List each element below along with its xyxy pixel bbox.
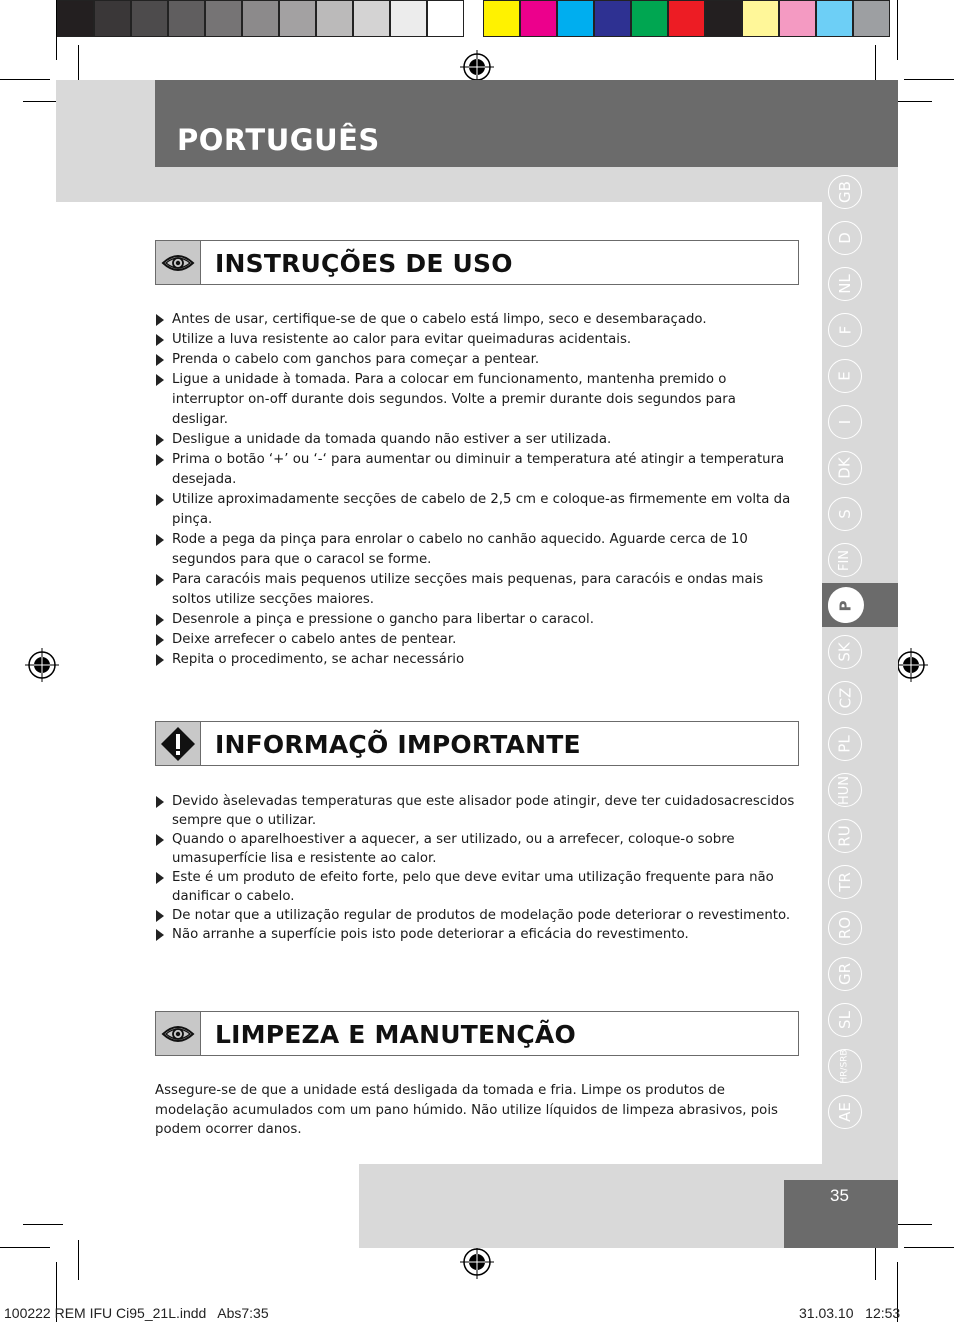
gray-swatch (316, 0, 353, 37)
gray-swatch (205, 0, 242, 37)
gray-swatch (168, 0, 205, 37)
crop-mark (904, 79, 954, 80)
language-tab-label: FIN (837, 549, 853, 571)
crop-mark (0, 1247, 50, 1248)
list-item: Ligue a unidade à tomada. Para a colocar em funcionamento, mantenha premido o interruptor on-off durante dois segundos. Volte a premir durante dois segundos para desligar. (155, 370, 795, 430)
list-item: Utilize a luva resistente ao calor para evitar queimaduras acidentais. (155, 330, 795, 350)
language-tab-label: P (836, 600, 854, 612)
eye-icon (156, 1012, 201, 1055)
language-tab-d[interactable] (828, 221, 862, 255)
language-tab-gb[interactable] (828, 175, 862, 209)
section-title-important: INFORMAÇÕ IMPORTANTE (215, 730, 581, 759)
list-item: De notar que a utilização regular de produtos de modelação pode deteriorar o revestimento. (155, 906, 795, 925)
language-tab-label: HR/SRB (839, 1048, 850, 1084)
cmyk-swatch (742, 0, 779, 37)
grayscale-color-bar (57, 0, 464, 38)
section-title-usage: INSTRUÇÕES DE USO (215, 249, 513, 278)
language-tab-sk[interactable] (828, 635, 862, 669)
language-tab-label: F (835, 325, 854, 335)
cmyk-swatch (483, 0, 520, 37)
language-tab-tr[interactable] (828, 865, 862, 899)
important-info-list (155, 792, 795, 944)
language-tab-f[interactable] (828, 313, 862, 347)
warning-icon (156, 722, 201, 765)
cmyk-swatch (557, 0, 594, 37)
crop-mark (78, 1240, 79, 1280)
list-item: Devido àselevadas temperaturas que este alisador pode atingir, deve ter cuidadosacrescidos sempre que o utilizar. (155, 792, 795, 830)
language-tab-p[interactable] (828, 589, 862, 623)
language-tab-label: HUN (837, 775, 853, 805)
gray-swatch (390, 0, 427, 37)
language-tab-label: CZ (836, 687, 854, 709)
language-tab-ro[interactable] (828, 911, 862, 945)
header-gray-strip (56, 166, 898, 202)
cmyk-swatch (779, 0, 816, 37)
list-item: Para caracóis mais pequenos utilize secções mais pequenas, para caracóis e ondas mais soltos utilize secções maiores. (155, 570, 795, 610)
language-tab-label: TR (836, 872, 854, 892)
language-tab-label: AE (836, 1102, 854, 1122)
crop-mark (897, 0, 898, 60)
language-tab-hun[interactable] (828, 773, 862, 807)
list-item: Não arranhe a superfície pois isto pode deteriorar a eficácia do revestimento. (155, 925, 795, 944)
list-item: Rode a pega da pinça para enrolar o cabelo no canhão aquecido. Aguarde cerca de 10 segundos para que o caracol se forme. (155, 530, 795, 570)
crop-mark (78, 45, 79, 85)
date-slug: 31.03.10 12:53 (799, 1305, 901, 1321)
language-tab-cz[interactable] (828, 681, 862, 715)
page-number: 35 (830, 1186, 849, 1205)
registration-mark-icon (460, 50, 494, 84)
crop-mark (0, 79, 50, 80)
gray-swatch (94, 0, 131, 37)
language-tab-label: NL (835, 274, 854, 294)
section-header-important (155, 721, 799, 766)
language-tab-label: DK (835, 457, 854, 479)
language-tab-i[interactable] (828, 405, 862, 439)
eye-icon (156, 241, 201, 284)
list-item: Este é um produto de efeito forte, pelo que deve evitar uma utilização frequente para não danificar o cabelo. (155, 868, 795, 906)
language-tab-dk[interactable] (828, 451, 862, 485)
crop-mark (23, 1224, 63, 1225)
list-item: Desenrole a pinça e pressione o gancho para libertar o caracol. (155, 610, 795, 630)
crop-mark (904, 1247, 954, 1248)
list-item: Utilize aproximadamente secções de cabelo de 2,5 cm e coloque-as firmemente em volta da pinça. (155, 490, 795, 530)
language-tab-label: I (836, 419, 854, 425)
language-tab-label: RU (836, 825, 854, 847)
list-item: Prenda o cabelo com ganchos para começar a pentear. (155, 350, 795, 370)
language-tab-label: RO (835, 916, 854, 940)
cmyk-swatch (631, 0, 668, 37)
registration-mark-icon (894, 648, 928, 682)
list-item: Repita o procedimento, se achar necessário (155, 650, 795, 670)
language-tab-label: D (836, 232, 854, 244)
file-slug: 100222 REM IFU Ci95_21L.indd Abs7:35 (4, 1305, 269, 1321)
list-item: Desligue a unidade da tomada quando não estiver a ser utilizada. (155, 430, 795, 450)
language-tab-ru[interactable] (828, 819, 862, 853)
language-banner (155, 80, 898, 167)
language-tab-s[interactable] (828, 497, 862, 531)
language-tab-sl[interactable] (828, 1003, 862, 1037)
cmyk-swatch (520, 0, 557, 37)
cleaning-paragraph: Assegure-se de que a unidade está desligada da tomada e fria. Limpe os produtos de modelação acumulados com um pano húmido. Não utilize líquidos de limpeza abrasivos, pois podem ocorrer danos. (155, 1083, 778, 1137)
gray-swatch (427, 0, 464, 37)
language-tab-gr[interactable] (828, 957, 862, 991)
cmyk-swatch (594, 0, 631, 37)
language-tab-hr-srb[interactable] (828, 1049, 862, 1083)
gray-swatch (57, 0, 94, 37)
cmyk-swatch (816, 0, 853, 37)
gray-swatch (242, 0, 279, 37)
cmyk-swatch (705, 0, 742, 37)
cmyk-swatch (853, 0, 890, 37)
registration-mark-icon (25, 648, 59, 682)
gray-swatch (131, 0, 168, 37)
crop-mark (875, 45, 876, 85)
list-item: Quando o aparelhoestiver a aquecer, a ser utilizado, ou a arrefecer, coloque-o sobre umasuperfície lisa e resistente ao calor. (155, 830, 795, 868)
language-tab-e[interactable] (828, 359, 862, 393)
language-tab-nl[interactable] (828, 267, 862, 301)
language-tab-label: GB (835, 181, 854, 203)
cmyk-swatch (668, 0, 705, 37)
list-item: Prima o botão ‘+’ ou ‘-‘ para aumentar ou diminuir a temperatura até atingir a temperatura desejada. (155, 450, 795, 490)
language-tab-label: S (836, 509, 854, 519)
language-tab-label: SL (835, 1011, 854, 1029)
crop-mark (892, 101, 932, 102)
page-number-box (784, 1180, 898, 1248)
language-tab-label: SK (835, 642, 854, 662)
language-tab-fin[interactable] (828, 543, 862, 577)
list-item: Antes de usar, certifique-se de que o cabelo está limpo, seco e desembaraçado. (155, 310, 795, 330)
language-tab-label: PL (836, 735, 854, 753)
gray-swatch (279, 0, 316, 37)
gray-swatch (353, 0, 390, 37)
language-tab-label: E (835, 371, 854, 381)
page-title: PORTUGUÊS (177, 123, 380, 157)
section-title-cleaning: LIMPEZA E MANUTENÇÃO (215, 1020, 576, 1049)
crop-mark (56, 0, 57, 60)
usage-instructions-list (155, 310, 795, 670)
language-tab-label: GR (835, 962, 854, 986)
registration-mark-icon (460, 1245, 494, 1279)
cmyk-color-bar (483, 0, 890, 38)
language-tab-pl[interactable] (828, 727, 862, 761)
section-header-cleaning (155, 1011, 799, 1056)
list-item: Deixe arrefecer o cabelo antes de pentear. (155, 630, 795, 650)
section-header-usage (155, 240, 799, 285)
language-tab-ae[interactable] (828, 1095, 862, 1129)
crop-mark (892, 1224, 932, 1225)
